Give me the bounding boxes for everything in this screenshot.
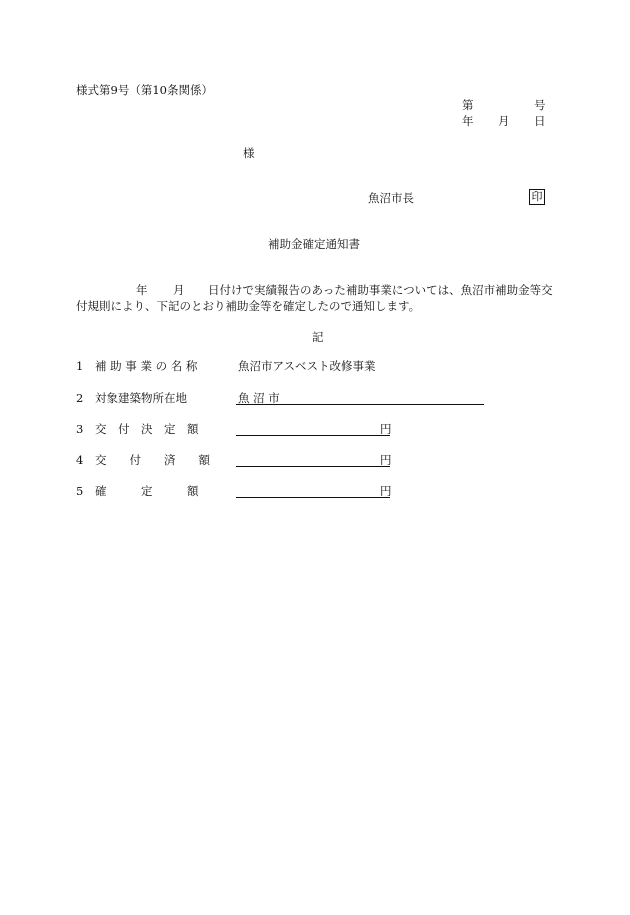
issuer-name: 魚沼市長 (368, 191, 414, 205)
addressee-suffix: 様 (243, 146, 255, 160)
date-day: 日 (534, 114, 546, 128)
item-5-underline (236, 497, 390, 498)
item-3-underline (236, 435, 390, 436)
item-4-label: 交 付 済 額 (95, 453, 210, 467)
ki-heading: 記 (312, 330, 324, 344)
item-3-label: 交 付 決 定 額 (95, 422, 199, 436)
item-1-number: 1 (76, 359, 84, 373)
item-3-number: 3 (76, 422, 84, 436)
item-4-unit: 円 (380, 453, 392, 467)
seal-stamp: 印 (529, 189, 545, 205)
item-2-value: 魚 沼 市 (238, 391, 280, 405)
item-3-unit: 円 (380, 422, 392, 436)
body-line2: 付規則により、下記のとおり補助金等を確定したので通知します。 (76, 299, 421, 313)
item-4-number: 4 (76, 453, 84, 467)
item-5-label: 確 定 額 (95, 484, 199, 498)
item-2-label: 対象建築物所在地 (95, 391, 187, 405)
item-1-label: 補 助 事 業 の 名 称 (95, 359, 198, 373)
item-2-underline (236, 404, 484, 405)
body-year: 年 (136, 283, 148, 297)
item-5-number: 5 (76, 484, 84, 498)
doc-number-dai: 第 (462, 98, 474, 112)
item-4-underline (236, 466, 390, 467)
item-1-value: 魚沼市アスベスト改修事業 (238, 359, 376, 373)
document-title: 補助金確定通知書 (268, 237, 360, 251)
date-month: 月 (498, 114, 510, 128)
date-year: 年 (462, 114, 474, 128)
item-5-unit: 円 (380, 484, 392, 498)
item-2-number: 2 (76, 391, 84, 405)
body-month: 月 (173, 283, 185, 297)
form-number: 様式第9号（第10条関係） (76, 83, 213, 97)
doc-number-go: 号 (534, 98, 546, 112)
body-line1: 日付けで実績報告のあった補助事業については、魚沼市補助金等交 (208, 283, 553, 297)
